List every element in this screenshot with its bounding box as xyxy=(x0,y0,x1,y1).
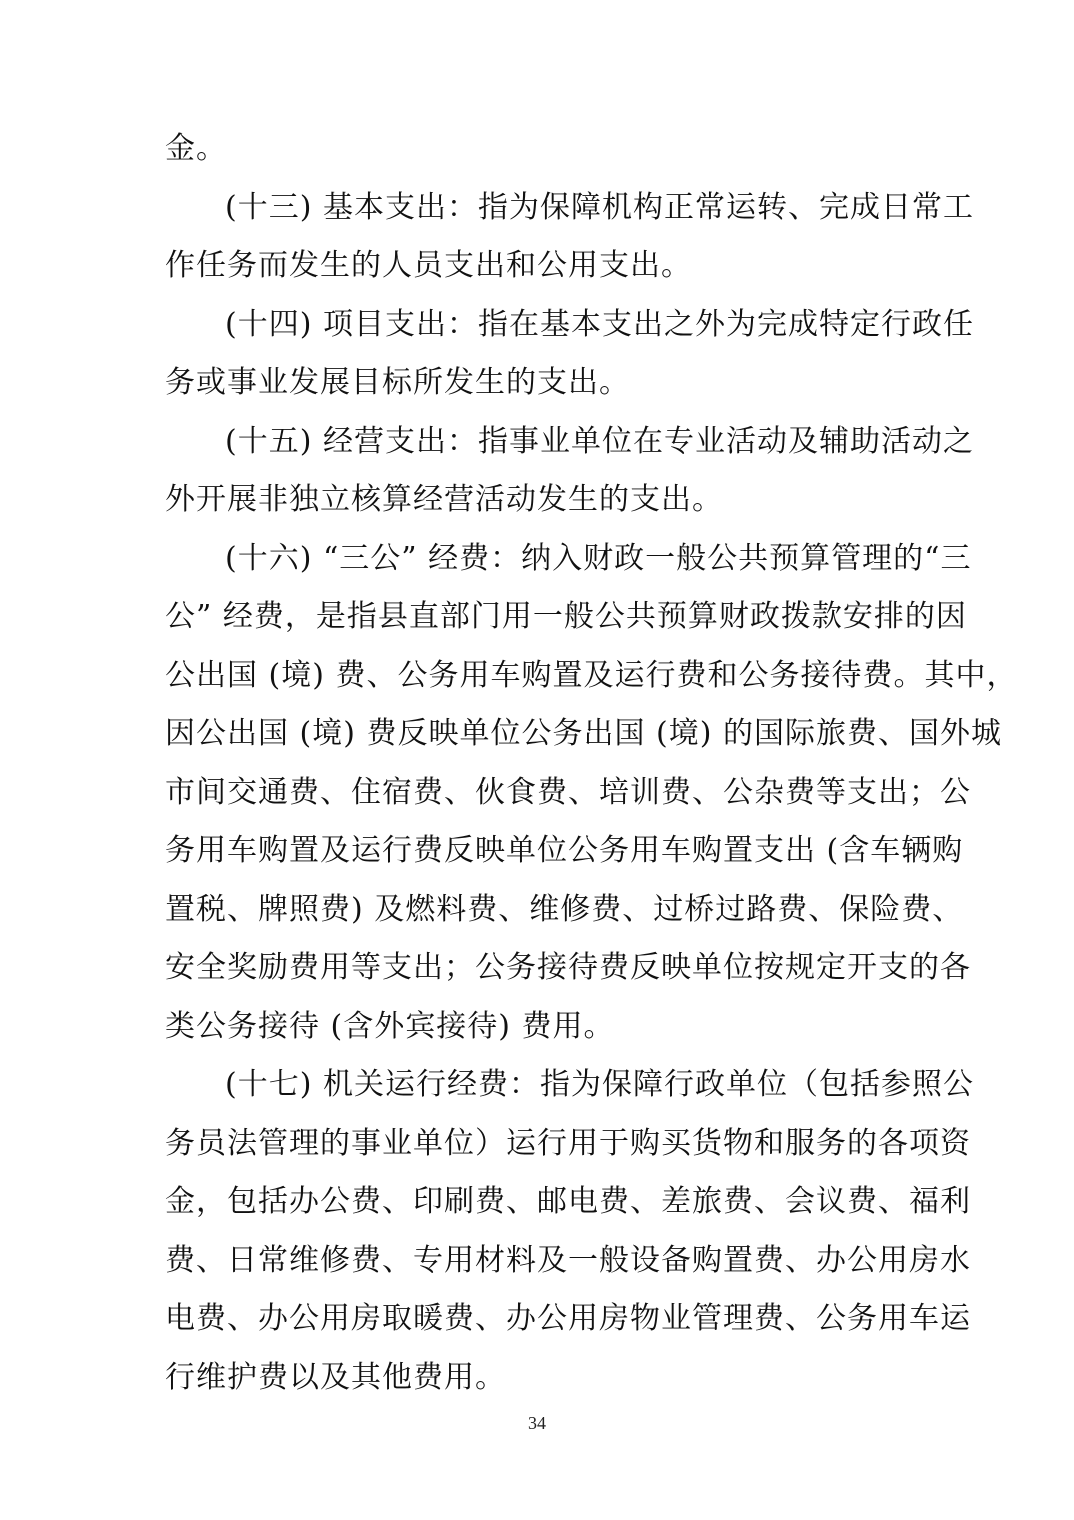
text-line: 安全奖励费用等支出；公务接待费反映单位按规定开支的各 xyxy=(165,950,971,985)
text-line: 置税、牌照费) 及燃料费、维修费、过桥过路费、保险费、 xyxy=(165,891,964,927)
text-line: 电费、办公用房取暖费、办公用房物业管理费、公务用车运 xyxy=(165,1301,971,1336)
page-number: 34 xyxy=(528,1413,546,1433)
text-line: 类公务接待 (含外宾接待) 费用。 xyxy=(165,1008,615,1044)
text-line: 公出国 (境) 费、公务用车购置及运行费和公务接待费。其中， xyxy=(165,657,1018,693)
paragraph-15-start: (十五) 经营支出：指事业单位在专业活动及辅助活动之 xyxy=(225,423,974,459)
text-line: 因公出国 (境) 费反映单位公务出国 (境) 的国际旅费、国外城 xyxy=(165,716,1002,751)
text-line: 外开展非独立核算经营活动发生的支出。 xyxy=(165,482,723,517)
text-line: 务或事业发展目标所发生的支出。 xyxy=(165,365,630,400)
body-text xyxy=(165,120,1018,1407)
text-line: 费、日常维修费、专用材料及一般设备购置费、办公用房水 xyxy=(165,1242,971,1278)
text-line: 公” 经费，是指县直部门用一般公共预算财政拨款安排的因 xyxy=(165,599,967,634)
text-line: 市间交通费、住宿费、伙食费、培训费、公杂费等支出；公 xyxy=(165,774,971,810)
text-line: 作任务而发生的人员支出和公用支出。 xyxy=(165,248,692,283)
paragraph-13-start: (十三) 基本支出：指为保障机构正常运转、完成日常工 xyxy=(225,189,974,225)
paragraph-17-start: (十七) 机关运行经费：指为保障行政单位（包括参照公 xyxy=(225,1067,974,1102)
text-line: 务员法管理的事业单位）运行用于购买货物和服务的各项资 xyxy=(165,1125,971,1161)
text-line: 金。 xyxy=(165,131,227,166)
paragraph-14-start: (十四) 项目支出：指在基本支出之外为完成特定行政任 xyxy=(225,306,974,342)
paragraph-16-start: (十六) “三公” 经费：纳入财政一般公共预算管理的“三 xyxy=(225,540,972,576)
text-line: 金，包括办公费、印刷费、邮电费、差旅费、会议费、福利 xyxy=(165,1184,971,1219)
text-line: 行维护费以及其他费用。 xyxy=(165,1359,506,1395)
text-line: 务用车购置及运行费反映单位公务用车购置支出 (含车辆购 xyxy=(165,833,964,868)
